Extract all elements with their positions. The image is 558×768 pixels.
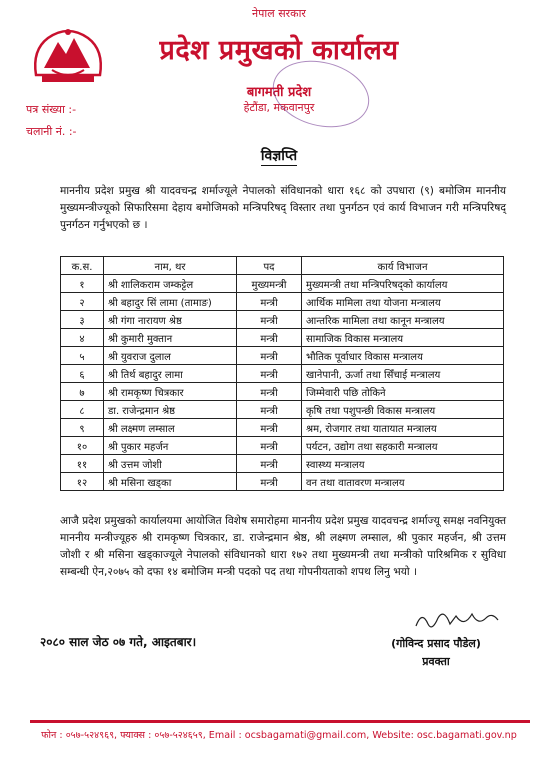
signatory-role: प्रवक्ता [422,655,450,668]
cell-post: मन्त्री [237,455,302,473]
handwritten-signature [412,606,502,634]
date-line: २०८० साल जेठ ०७ गते, आइतबार। [40,635,197,649]
table-row [61,437,504,455]
cell-name: श्री रामकृष्ण चित्रकार [104,383,237,401]
cell-post: मन्त्री [237,329,302,347]
cell-name: डा. राजेन्द्रमान श्रेष्ठ [104,401,237,419]
cell-post: मन्त्री [237,437,302,455]
table-row [61,311,504,329]
col-header-serial: क.स. [61,257,104,275]
cell-portfolio: जिम्मेवारी पछि तोकिने [302,383,504,401]
cell-portfolio: वन तथा वातावरण मन्त्रालय [302,473,504,491]
col-header-portfolio: कार्य विभाजन [302,257,504,275]
cell-name: श्री युवराज दुलाल [104,347,237,365]
cell-name: श्री तिर्थ बहादुर लामा [104,365,237,383]
table-header-row [61,257,504,275]
closing-paragraph: आजै प्रदेश प्रमुखको कार्यालयमा आयोजित विशेष समारोहमा माननीय प्रदेश प्रमुख यादवचन्द्र शर्माज्यू समक्ष नवनियुक्त माननीय मन्त्रीज्यूहरु श्री रामकृष्ण चित्रकार, डा. राजेन्द्रमान श्रेष्ठ, श्री लक्ष्मण लम्साल, श्री पुकार महर्जन, श्री उत्तम जोशी र श्री मसिना खड्काज्यूले नेपालको संविधानको धारा १७२ तथा मुख्यमन्त्री तथा मन्त्रीको पारिश्रमिक र सुविधा सम्बन्धी ऐन,२०७५ को दफा १४ बमोजिम मन्त्री पदको पद तथा गोपनीयताको शपथ लिनु भयो । [60,515,506,578]
office-title: प्रदेश प्रमुखको कार्यालय [159,35,399,66]
cell-serial: ९ [61,419,104,437]
cell-serial: ११ [61,455,104,473]
table-row [61,473,504,491]
cell-serial: ६ [61,365,104,383]
minister-table [60,256,504,491]
cell-name: श्री गंगा नारायण श्रेष्ठ [104,311,237,329]
cell-name: श्री मसिना खड्का [104,473,237,491]
cell-post: मन्त्री [237,311,302,329]
signatory-name: (गोविन्द प्रसाद पौडेल) [391,637,481,650]
letter-number-label: पत्र संख्या :- [26,103,77,116]
cell-serial: १ [61,275,104,293]
col-header-name: नाम, थर [104,257,237,275]
col-header-post: पद [237,257,302,275]
city-name: हेटौंडा, मकवानपुर [243,101,315,114]
cell-post: मन्त्री [237,401,302,419]
cell-post: मुख्यमन्त्री [237,275,302,293]
table-row [61,455,504,473]
cell-name: श्री कुमारी मुक्तान [104,329,237,347]
cell-serial: २ [61,293,104,311]
table-row [61,347,504,365]
table-row [61,365,504,383]
cell-portfolio: सामाजिक विकास मन्त्रालय [302,329,504,347]
cell-serial: १२ [61,473,104,491]
cell-post: मन्त्री [237,347,302,365]
cell-serial: १० [61,437,104,455]
government-name: नेपाल सरकार [252,7,306,20]
cell-post: मन्त्री [237,419,302,437]
table-row [61,329,504,347]
cell-name: श्री पुकार महर्जन [104,437,237,455]
cell-portfolio: कृषि तथा पशुपन्छी विकास मन्त्रालय [302,401,504,419]
cell-post: मन्त्री [237,293,302,311]
cell-post: मन्त्री [237,473,302,491]
cell-portfolio: श्रम, रोजगार तथा यातायात मन्त्रालय [302,419,504,437]
cell-portfolio: पर्यटन, उद्योग तथा सहकारी मन्त्रालय [302,437,504,455]
cell-name: श्री लक्ष्मण लम्साल [104,419,237,437]
table-row [61,293,504,311]
footer-divider [30,720,530,723]
cell-portfolio: मुख्यमन्त्री तथा मन्त्रिपरिषद्को कार्यालय [302,275,504,293]
cell-post: मन्त्री [237,365,302,383]
cell-portfolio: भौतिक पूर्वाधार विकास मन्त्रालय [302,347,504,365]
cell-name: श्री उत्तम जोशी [104,455,237,473]
notice-title: विज्ञप्ति [260,148,298,164]
cell-portfolio: आन्तरिक मामिला तथा कानून मन्त्रालय [302,311,504,329]
table-row [61,419,504,437]
intro-paragraph: माननीय प्रदेश प्रमुख श्री यादवचन्द्र शर्माज्यूले नेपालको संविधानको धारा १६८ को उपधारा (९) बमोजिम माननीय मुख्यमन्त्रीज्यूको सिफारिसमा देहाय बमोजिमको मन्त्रिपरिषद् विस्तार तथा पुनर्गठन एवं कार्य विभाजन गरी मन्त्रिपरिषद् पुनर्गठन गर्नुभएको छ । [60,185,506,231]
cell-name: श्री बहादुर सिं लामा (तामाङ) [104,293,237,311]
cell-serial: ८ [61,401,104,419]
cell-portfolio: स्वास्थ्य मन्त्रालय [302,455,504,473]
table-row [61,401,504,419]
dispatch-number-label: चलानी नं. :- [26,125,77,138]
cell-serial: ५ [61,347,104,365]
cell-portfolio: खानेपानी, ऊर्जा तथा सिँचाई मन्त्रालय [302,365,504,383]
table-row [61,383,504,401]
cell-serial: ४ [61,329,104,347]
table-row [61,275,504,293]
cell-portfolio: आर्थिक मामिला तथा योजना मन्त्रालय [302,293,504,311]
province-name: बागमती प्रदेश [246,85,312,100]
cell-post: मन्त्री [237,383,302,401]
footer-contact: फोन : ०५७-५२४९६९, फ्याक्स : ०५७-५२४६५९, Email : ocsbagamati@gmail.com, Website: osc.bagamati.gov.np [41,730,517,741]
cell-serial: ७ [61,383,104,401]
cell-serial: ३ [61,311,104,329]
cell-name: श्री शालिकराम जम्कट्टेल [104,275,237,293]
